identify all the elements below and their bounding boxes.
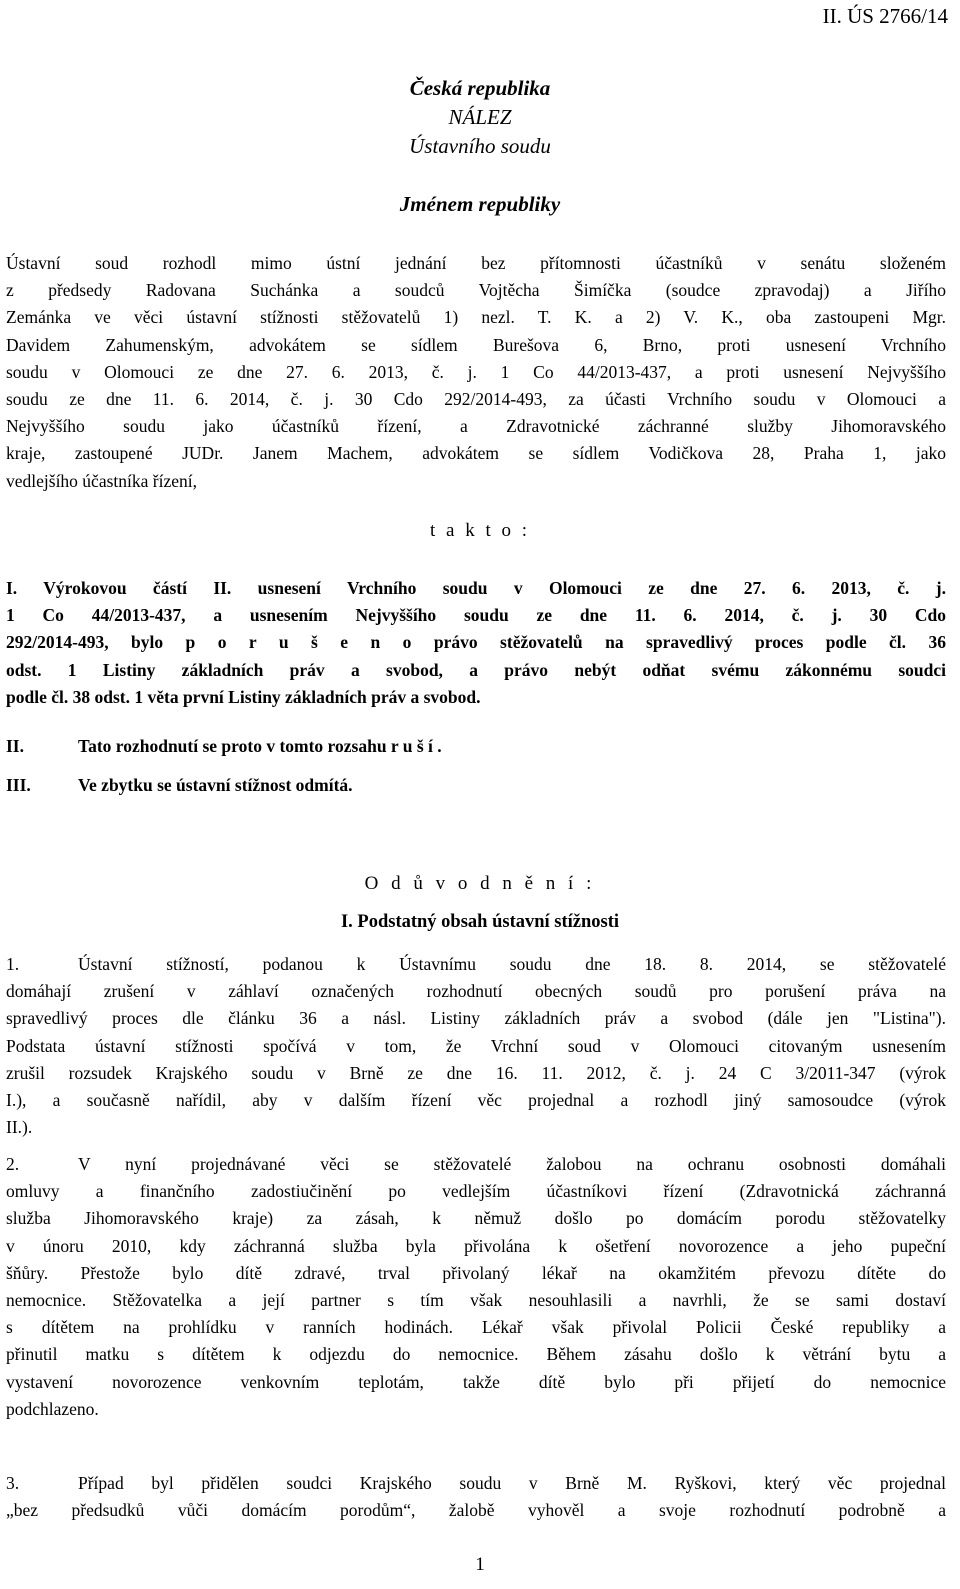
oduvodneni-heading: O d ů v o d n ě n í : bbox=[364, 873, 596, 894]
verdict-III bbox=[6, 775, 353, 796]
paragraph-line: přinutil matku s dítětem k odjezdu do nemocnice. Během zásahu došlo k větrání bytu a bbox=[6, 1344, 946, 1365]
verdict-I bbox=[6, 575, 946, 711]
paragraph-line: I.), a současně nařídil, aby v dalším řízení věc projednal a rozhodl jiný samosoudce (výrok bbox=[6, 1090, 946, 1111]
verdict-III-text: Ve zbytku se ústavní stížnost odmítá. bbox=[78, 775, 353, 795]
header-in-name: Jménem republiky bbox=[399, 192, 561, 216]
paragraph-number: 2. bbox=[6, 1154, 20, 1174]
verdict-II bbox=[6, 736, 442, 757]
paragraph-line: podchlazeno. bbox=[6, 1398, 99, 1419]
intro-line: Zemánka ve věci ústavní stížnosti stěžovatelů 1) nezl. T. K. a 2) V. K., oba zastoupeni Mgr. bbox=[6, 307, 946, 328]
paragraph-line: spravedlivý proces dle článku 36 a násl. Listiny základních práv a svobod (dále jen "Listina"). bbox=[6, 1008, 946, 1029]
takto-heading: t a k t o : bbox=[429, 520, 531, 541]
paragraph-line: zrušil rozsudek Krajského soudu v Brně ze dne 16. 11. 2012, č. j. 24 C 3/2011-347 (výrok bbox=[6, 1062, 946, 1083]
header-state: Česká republika bbox=[409, 76, 551, 100]
intro-line: Ústavní soud rozhodl mimo ústní jednání bez přítomnosti účastníků v senátu složeném bbox=[6, 253, 946, 273]
verdict-line: 292/2014-493, bylo p o r u š e n o právo stěžovatelů na spravedlivý proces podle čl. 36 bbox=[6, 632, 946, 653]
intro-line: Davidem Zahumenským, advokátem se sídlem Burešova 6, Brno, proti usnesení Vrchního bbox=[6, 334, 946, 355]
intro-line: soudu v Olomouci ze dne 27. 6. 2013, č. j. 1 Co 44/2013-437, a proti usnesení Nejvyššího bbox=[6, 361, 946, 382]
paragraph-number: 1. bbox=[6, 954, 20, 974]
verdict-II-text: Tato rozhodnutí se proto v tomto rozsahu r u š í . bbox=[78, 736, 442, 756]
paragraph-line: vystavení novorozence venkovním teplotám, takže dítě bylo při přijetí do nemocnice bbox=[6, 1371, 946, 1392]
paragraph-2 bbox=[6, 1151, 946, 1423]
verdict-line: odst. 1 Listiny základních práv a svobod, a právo nebýt odňat svému zákonnému soudci bbox=[6, 659, 946, 680]
intro-line: kraje, zastoupené JUDr. Janem Machem, advokátem se sídlem Vodičkova 28, Praha 1, jako bbox=[6, 443, 946, 464]
intro-line: soudu ze dne 11. 6. 2014, č. j. 30 Cdo 292/2014-493, za účasti Vrchního soudu v Olomouci a bbox=[6, 389, 946, 410]
verdict-II-number: II. bbox=[6, 736, 24, 756]
paragraph-3 bbox=[6, 1470, 946, 1524]
paragraph-line: omluvy a finančního zadostiučinění po vedlejším účastníkovi řízení (Zdravotnická záchranná bbox=[6, 1181, 946, 1202]
paragraph-line: Podstata ústavní stížnosti spočívá v tom, že Vrchní soud v Olomouci citovaným usnesením bbox=[6, 1035, 946, 1056]
verdict-line: podle čl. 38 odst. 1 věta první Listiny základních práv a svobod. bbox=[6, 686, 481, 707]
paragraph-line: 3. Případ byl přidělen soudci Krajského soudu v Brně M. Ryškovi, který věc projednal bbox=[6, 1470, 946, 1497]
paragraph-line: 1. Ústavní stížností, podanou k Ústavnímu soudu dne 18. 8. 2014, se stěžovatelé bbox=[6, 951, 946, 978]
verdict-line: I. Výrokovou částí II. usnesení Vrchního soudu v Olomouci ze dne 27. 6. 2013, č. j. bbox=[6, 578, 946, 598]
paragraph-line: šňůry. Přestože bylo dítě zdravé, trval přivolaný lékař na okamžitém převozu dítěte do bbox=[6, 1262, 946, 1283]
intro-line: Nejvyššího soudu jako účastníků řízení, a Zdravotnické záchranné služby Jihomoravského bbox=[6, 416, 946, 437]
verdict-III-number: III. bbox=[6, 775, 31, 795]
paragraph-line: 2. V nyní projednávané věci se stěžovatelé žalobou na ochranu osobnosti domáhali bbox=[6, 1151, 946, 1178]
page-number: 1 bbox=[475, 1554, 485, 1575]
intro-paragraph bbox=[6, 250, 946, 495]
paragraph-line: služba Jihomoravského kraje) za zásah, k němuž došlo po domácím porodu stěžovatelky bbox=[6, 1208, 946, 1229]
paragraph-1 bbox=[6, 951, 946, 1141]
paragraph-line: v únoru 2010, kdy záchranná služba byla přivolána k ošetření novorozence a jeho pupeční bbox=[6, 1235, 946, 1256]
paragraph-line: nemocnice. Stěžovatelka a její partner s tím však nesouhlasili a navrhli, že se sami dostaví bbox=[6, 1290, 946, 1311]
intro-line: vedlejšího účastníka řízení, bbox=[6, 470, 197, 491]
paragraph-line: domáhají zrušení v záhlaví označených rozhodnutí obecných soudů pro porušení práva na bbox=[6, 981, 946, 1002]
paragraph-line: „bez předsudků vůči domácím porodům“, žalobě vyhověl a svoje rozhodnutí podrobně a bbox=[6, 1500, 946, 1521]
paragraph-line: II.). bbox=[6, 1117, 33, 1138]
paragraph-line: s dítětem na prohlídku v ranních hodinách. Lékař však přivolal Policii České republiky a bbox=[6, 1317, 946, 1338]
header-court: Ústavního soudu bbox=[409, 134, 551, 158]
verdict-line: 1 Co 44/2013-437, a usnesením Nejvyššího soudu ze dne 11. 6. 2014, č. j. 30 Cdo bbox=[6, 605, 946, 626]
file-number: II. ÚS 2766/14 bbox=[822, 4, 948, 28]
header-title: NÁLEZ bbox=[448, 105, 512, 129]
intro-line: z předsedy Radovana Suchánka a soudců Vojtěcha Šimíčka (soudce zpravodaj) a Jiřího bbox=[6, 280, 946, 301]
paragraph-number: 3. bbox=[6, 1473, 20, 1493]
section-I-heading: I. Podstatný obsah ústavní stížnosti bbox=[340, 912, 620, 932]
